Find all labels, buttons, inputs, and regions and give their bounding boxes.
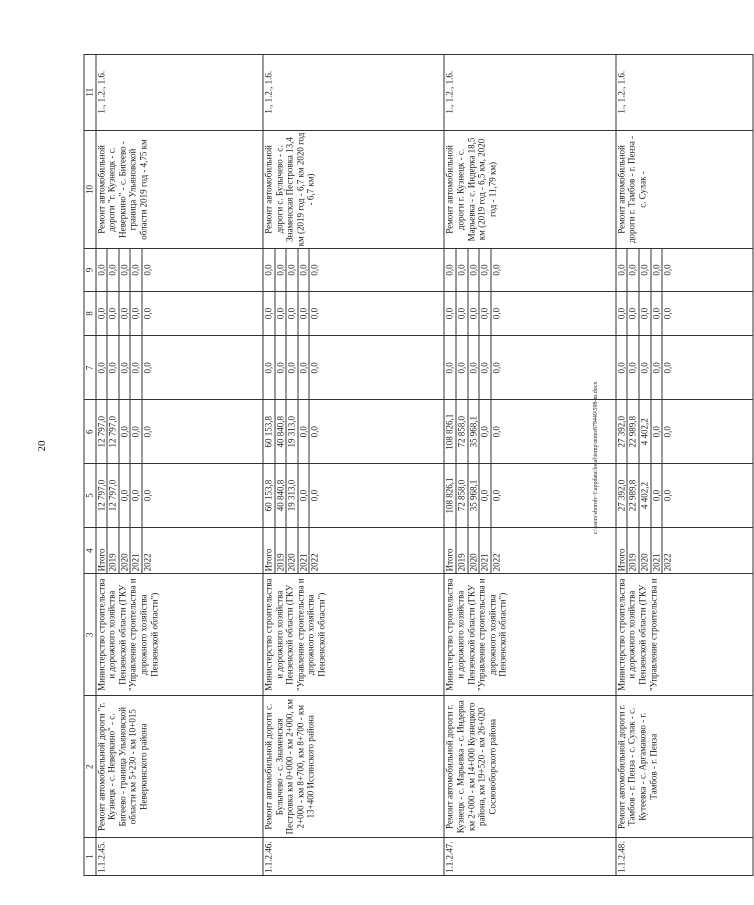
local-budget: 0,0	[96, 291, 108, 336]
row-number: 1.1.2.48.	[616, 838, 753, 876]
page-number: 20	[36, 440, 48, 452]
other-sources: 0,0	[96, 249, 108, 291]
event-name: Ремонт автомобильной дороги с. Булычево - с. Знаменская Пестровка км 0+000 - км 2+000, км 2+000 - км 8+700, км 8+700 - км 13+400 Иссинского района	[263, 696, 444, 838]
local-budget: 0,0	[286, 291, 298, 336]
period: Итого	[616, 527, 628, 573]
regional-budget: 0,0	[130, 400, 142, 464]
federal-budget: 0,0	[298, 336, 310, 400]
column-number-4: 4	[84, 527, 96, 573]
column-number-11: 11	[84, 55, 96, 131]
total-amount: 27 392,0	[616, 464, 628, 528]
column-number-8: 8	[84, 291, 96, 336]
other-sources: 0,0	[130, 249, 142, 291]
other-sources: 0,0	[616, 249, 628, 291]
other-sources: 0,0	[639, 249, 651, 291]
total-amount: 40 840,8	[275, 464, 287, 528]
total-amount: 0,0	[309, 464, 444, 528]
period: 2021	[479, 527, 491, 573]
total-amount: 72 858,0	[456, 464, 468, 528]
federal-budget: 0,0	[309, 336, 444, 400]
total-amount: 12 797,0	[96, 464, 108, 528]
local-budget: 0,0	[130, 291, 142, 336]
total-amount: 0,0	[119, 464, 131, 528]
regional-budget: 0,0	[142, 400, 263, 464]
period: 2019	[275, 527, 287, 573]
column-number-10: 10	[84, 130, 96, 249]
federal-budget: 0,0	[444, 336, 456, 400]
table-body	[96, 55, 754, 876]
local-budget: 0,0	[263, 291, 275, 336]
federal-budget: 0,0	[662, 336, 753, 400]
regional-budget: 12 797,0	[107, 400, 119, 464]
other-sources: 0,0	[142, 249, 263, 291]
regional-budget: 0,0	[491, 400, 616, 464]
period: 2022	[142, 527, 263, 573]
total-amount: 108 826,1	[444, 464, 456, 528]
regional-budget: 60 153,8	[263, 400, 275, 464]
other-sources: 0,0	[456, 249, 468, 291]
regional-budget: 22 989,8	[627, 400, 639, 464]
column-number-5: 5	[84, 464, 96, 528]
period: 2020	[119, 527, 131, 573]
executor: Министерство строительства и дорожного хозяйства Пензенской области (ГКУ "Управление строительства и дорожного хозяйства Пензенской области")	[263, 574, 444, 696]
total-amount: 22 989,8	[627, 464, 639, 528]
regional-budget: 40 840,8	[275, 400, 287, 464]
local-budget: 0,0	[639, 291, 651, 336]
other-sources: 0,0	[298, 249, 310, 291]
period: 2020	[468, 527, 480, 573]
executor: Министерство строительства и дорожного хозяйства Пензенской области (ГКУ "Управление строительства и	[616, 574, 753, 696]
footer-file-path: c:\users\sboroh~1\appdata\local\temp\notes879440\598-m.docx	[593, 381, 599, 535]
other-sources: 0,0	[444, 249, 456, 291]
executor: Министерство строительства и дорожного хозяйства Пензенской области (ГКУ "Управление строительства и дорожного хозяйства Пензенской области")	[96, 574, 263, 696]
local-budget: 0,0	[107, 291, 119, 336]
federal-budget: 0,0	[468, 336, 480, 400]
period: 2019	[627, 527, 639, 573]
regional-budget: 19 313,0	[286, 400, 298, 464]
regional-budget: 72 858,0	[456, 400, 468, 464]
period: 2022	[491, 527, 616, 573]
period: 2021	[651, 527, 663, 573]
column-number-row	[84, 55, 96, 876]
period: 2020	[286, 527, 298, 573]
column-number-2: 2	[84, 696, 96, 838]
regional-budget: 108 826,1	[444, 400, 456, 464]
event-name: Ремонт автомобильной дороги "г. Кузнецк - с. Неверкино" - с. Бигеево - граница Ульяновской области км 5+230 - км 10+015 Неверкинского района	[96, 696, 263, 838]
other-sources: 0,0	[309, 249, 444, 291]
other-sources: 0,0	[119, 249, 131, 291]
total-amount: 19 313,0	[286, 464, 298, 528]
total-amount: 35 968,1	[468, 464, 480, 528]
row-number: 1.1.2.47.	[444, 838, 615, 876]
regional-budget: 0,0	[651, 400, 663, 464]
local-budget: 0,0	[119, 291, 131, 336]
total-amount: 0,0	[130, 464, 142, 528]
regional-budget: 4 402,2	[639, 400, 651, 464]
local-budget: 0,0	[298, 291, 310, 336]
period: 2022	[309, 527, 444, 573]
event-name: Ремонт автомобильной дороги г. Кузнецк - с. Марьевка - с. Индерка км 2+000 - км 14+000 Кузнецкого района, км 19+520 - км 26+020 Сосновоборского района	[444, 696, 615, 838]
period: Итого	[96, 527, 108, 573]
federal-budget: 0,0	[651, 336, 663, 400]
row-number: 1.1.2.45.	[96, 838, 263, 876]
regional-budget: 0,0	[119, 400, 131, 464]
indicator-numbers: 1., 1.2., 1.6.	[263, 55, 444, 131]
local-budget: 0,0	[142, 291, 263, 336]
expected-result: Ремонт автомобильной дороги г. Кузнецк - с. Марьевка - с. Индерка 18,5 км (2019 год - 6,5 км, 2020 год - 11,79 км)	[444, 130, 615, 249]
period: 2021	[298, 527, 310, 573]
regional-budget: 27 392,0	[616, 400, 628, 464]
total-amount: 12 797,0	[107, 464, 119, 528]
local-budget: 0,0	[627, 291, 639, 336]
federal-budget: 0,0	[639, 336, 651, 400]
regional-budget: 0,0	[479, 400, 491, 464]
local-budget: 0,0	[456, 291, 468, 336]
federal-budget: 0,0	[627, 336, 639, 400]
column-number-3: 3	[84, 574, 96, 696]
regional-budget: 35 968,1	[468, 400, 480, 464]
table-row	[263, 55, 275, 876]
expected-result: Ремонт автомобильной дороги с. Булычево - с. Знаменская Пестровка 13,4 км (2019 год - 6,7 км 2020 год - 6,7 км)	[263, 130, 444, 249]
federal-budget: 0,0	[107, 336, 119, 400]
federal-budget: 0,0	[142, 336, 263, 400]
federal-budget: 0,0	[96, 336, 108, 400]
regional-budget: 0,0	[309, 400, 444, 464]
column-number-7: 7	[84, 336, 96, 400]
federal-budget: 0,0	[616, 336, 628, 400]
period: 2019	[107, 527, 119, 573]
total-amount: 0,0	[651, 464, 663, 528]
event-name: Ремонт автомобильной дороги г. Тамбов - г. Пенза - с. Сулак - с. Кутеевка - с. Аргамаково - г. Тамбов - г. Пенза	[616, 696, 753, 838]
table-row	[96, 55, 108, 876]
column-number-1: 1	[84, 838, 96, 876]
other-sources: 0,0	[651, 249, 663, 291]
other-sources: 0,0	[107, 249, 119, 291]
local-budget: 0,0	[309, 291, 444, 336]
total-amount: 4 402,2	[639, 464, 651, 528]
row-number: 1.1.2.46.	[263, 838, 444, 876]
period: 2022	[662, 527, 753, 573]
other-sources: 0,0	[662, 249, 753, 291]
regional-budget: 0,0	[662, 400, 753, 464]
period: 2020	[639, 527, 651, 573]
local-budget: 0,0	[444, 291, 456, 336]
period: Итого	[263, 527, 275, 573]
expected-result: Ремонт автомобильной дороги г. Тамбов - г. Пенза - с. Сулак -	[616, 130, 753, 249]
other-sources: 0,0	[468, 249, 480, 291]
period: 2019	[456, 527, 468, 573]
local-budget: 0,0	[468, 291, 480, 336]
regional-budget: 12 797,0	[96, 400, 108, 464]
total-amount: 60 153,8	[263, 464, 275, 528]
federal-budget: 0,0	[263, 336, 275, 400]
total-amount: 0,0	[491, 464, 616, 528]
federal-budget: 0,0	[491, 336, 616, 400]
local-budget: 0,0	[616, 291, 628, 336]
federal-budget: 0,0	[130, 336, 142, 400]
program-table	[84, 54, 754, 876]
rotated-page-content	[84, 54, 673, 876]
federal-budget: 0,0	[456, 336, 468, 400]
indicator-numbers: 1., 1.2., 1.6.	[96, 55, 263, 131]
other-sources: 0,0	[286, 249, 298, 291]
period: 2021	[130, 527, 142, 573]
column-number-6: 6	[84, 400, 96, 464]
local-budget: 0,0	[662, 291, 753, 336]
other-sources: 0,0	[627, 249, 639, 291]
indicator-numbers: 1., 1.2., 1.6.	[616, 55, 753, 131]
other-sources: 0,0	[491, 249, 616, 291]
local-budget: 0,0	[491, 291, 616, 336]
local-budget: 0,0	[651, 291, 663, 336]
local-budget: 0,0	[479, 291, 491, 336]
federal-budget: 0,0	[479, 336, 491, 400]
period: Итого	[444, 527, 456, 573]
total-amount: 0,0	[479, 464, 491, 528]
table-row	[616, 55, 628, 876]
federal-budget: 0,0	[286, 336, 298, 400]
total-amount: 0,0	[662, 464, 753, 528]
federal-budget: 0,0	[119, 336, 131, 400]
indicator-numbers: 1., 1.2., 1.6.	[444, 55, 615, 131]
local-budget: 0,0	[275, 291, 287, 336]
other-sources: 0,0	[275, 249, 287, 291]
table-row	[444, 55, 456, 876]
expected-result: Ремонт автомобильной дороги "г. Кузнецк - с. Неверкино" - с. Бигеево - граница Ульяновской области 2019 год - 4,75 км	[96, 130, 263, 249]
other-sources: 0,0	[263, 249, 275, 291]
other-sources: 0,0	[479, 249, 491, 291]
executor: Министерство строительства и дорожного хозяйства Пензенской области (ГКУ "Управление строительства и дорожного хозяйства Пензенской области")	[444, 574, 615, 696]
federal-budget: 0,0	[275, 336, 287, 400]
total-amount: 0,0	[298, 464, 310, 528]
column-number-9: 9	[84, 249, 96, 291]
total-amount: 0,0	[142, 464, 263, 528]
regional-budget: 0,0	[298, 400, 310, 464]
